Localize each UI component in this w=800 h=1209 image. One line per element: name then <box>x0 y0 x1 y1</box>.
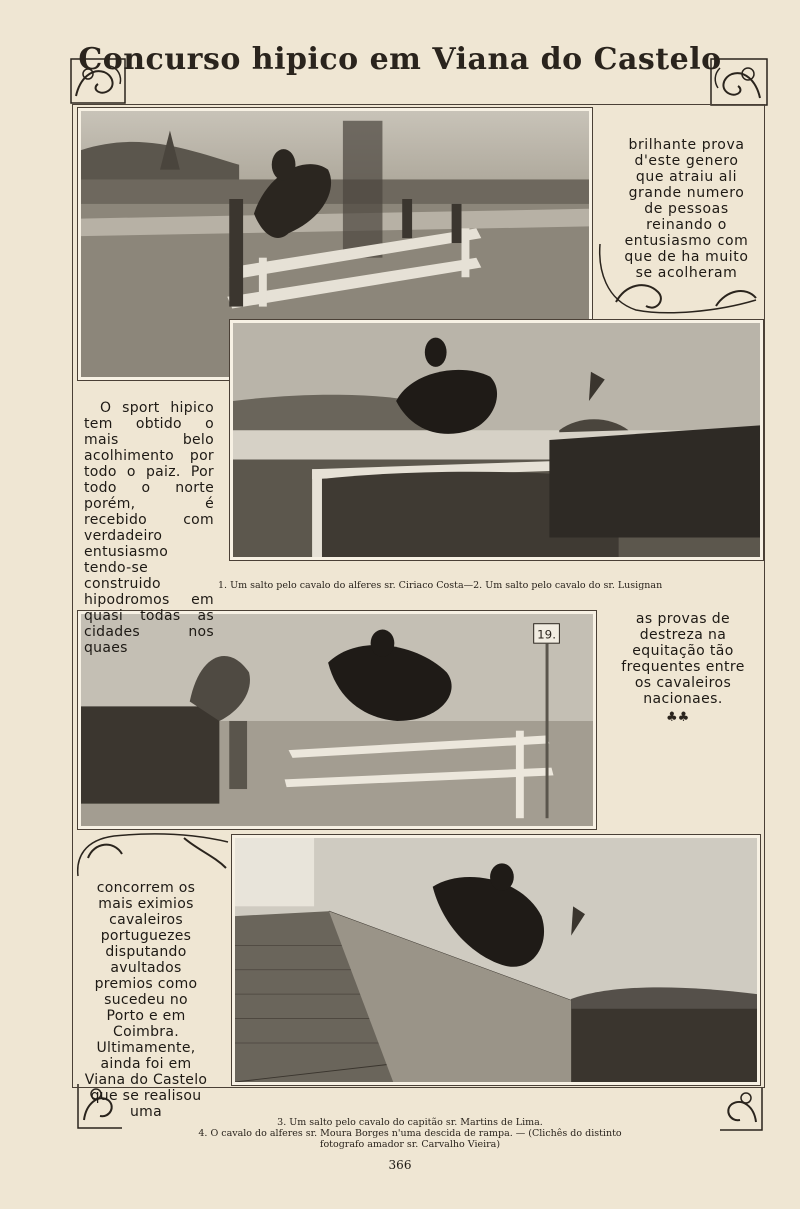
ornament-top-right-icon <box>710 58 768 106</box>
separator-ornament: ♣♣ <box>666 710 690 725</box>
photo-jump-lusignan <box>230 320 763 560</box>
text-block-1 <box>620 137 753 281</box>
page-number: 366 <box>388 1158 412 1172</box>
ornament-top-left-icon <box>70 58 126 104</box>
photo-moura-borges-ramp <box>232 835 760 1085</box>
ornament-bottom-right-icon <box>716 1084 766 1134</box>
text-block-2-content: O sport hipico tem obtido o mais belo acolhimento por todo o paiz. Por todo o norte porém, é recebido com verdadeiro entusiasmo tendo-se construido hipodromos em quasi todas as cidades nos quaes <box>84 400 214 656</box>
caption-line-3: fotografo amador sr. Carvalho Vieira) <box>319 1139 501 1150</box>
caption-line-1: 3. Um salto pelo cavalo do capitão sr. Martins de Lima. <box>277 1117 543 1128</box>
page-title: Concurso hipico em Viana do Castelo <box>78 42 722 77</box>
number-sign-19: 19. <box>537 627 556 642</box>
text-block-1-content: brilhante prova d'este genero que atraiu ali grande numero de pessoas reinando o entusiasmo com que de ha muito se acolheram <box>624 137 749 281</box>
text-block-3-content: as provas de destreza na equitação tão frequentes entre os cavaleiros nacionaes. <box>621 611 745 707</box>
text-block-4-content: concorrem os mais eximios cavaleiros portuguezes disputando avultados premios como sucedeu no Porto e em Coimbra. Ultimamente, ainda foi em Viana do Castelo que se realisou uma <box>84 880 208 1120</box>
caption-photos-1-2: 1. Um salto pelo cavalo do alferes sr. Ciriaco Costa—2. Um salto pelo cavalo do sr. Lusignan <box>218 580 663 591</box>
text-block-3 <box>613 611 753 707</box>
caption-line-2: 4. O cavalo do alferes sr. Moura Borges n'uma descida de rampa. — (Clichês do distinto <box>198 1128 622 1139</box>
text-block-4 <box>84 880 208 1120</box>
text-block-2 <box>84 400 214 656</box>
caption-photos-3-4 <box>160 1117 660 1150</box>
